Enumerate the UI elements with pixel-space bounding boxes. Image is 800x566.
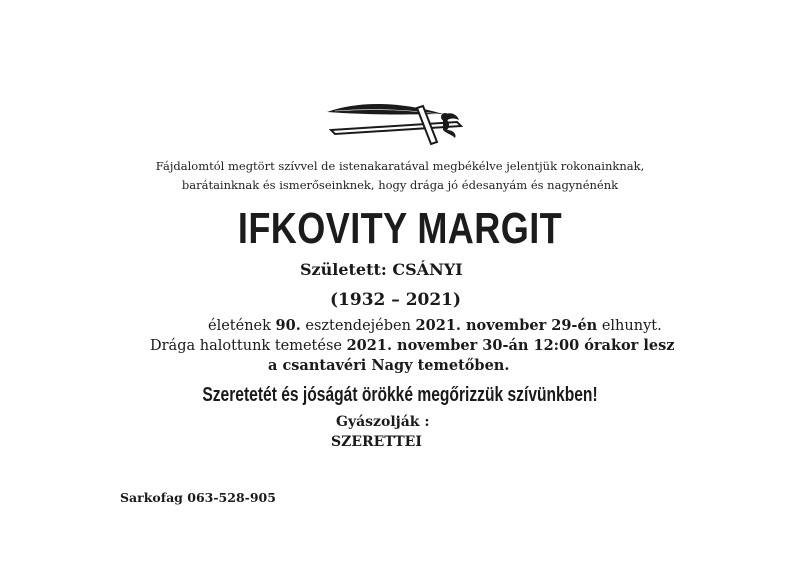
funeral-date: 2021. november 30-án 12:00 órakor lesz	[346, 337, 675, 354]
life-years: (1932 – 2021)	[330, 290, 462, 310]
maiden-name: Született: CSÁNYI	[300, 260, 463, 279]
death-age: 90.	[275, 317, 301, 334]
motto: Szeretetét és jóságát örökké megőrizzük szívünkben!	[202, 384, 598, 406]
mourners-value: SZERETTEI	[331, 434, 422, 450]
death-middle: esztendejében	[300, 318, 416, 334]
intro-line-2: barátainknak és ismerőseinknek, hogy drága jó édesanyám és nagynénénk	[181, 178, 619, 192]
death-suffix: elhunyt.	[597, 318, 662, 334]
deceased-name: IFKOVITY MARGIT	[237, 204, 563, 253]
death-line	[208, 317, 662, 334]
mourners-label: Gyászolják :	[336, 414, 430, 430]
death-date: 2021. november 29-én	[415, 317, 598, 334]
death-prefix: életének	[208, 318, 276, 334]
funeral-home-contact: Sarkofag 063-528-905	[120, 490, 276, 505]
funeral-line	[150, 337, 675, 354]
funeral-prefix: Drága halottunk temetése	[150, 338, 347, 354]
cross-emblem-icon	[325, 100, 485, 150]
cemetery-line: a csantavéri Nagy temetőben.	[268, 357, 510, 374]
intro-line-1: Fájdalomtól megtört szívvel de istenakaratával megbékélve jelentjük rokonainknak,	[155, 159, 645, 173]
